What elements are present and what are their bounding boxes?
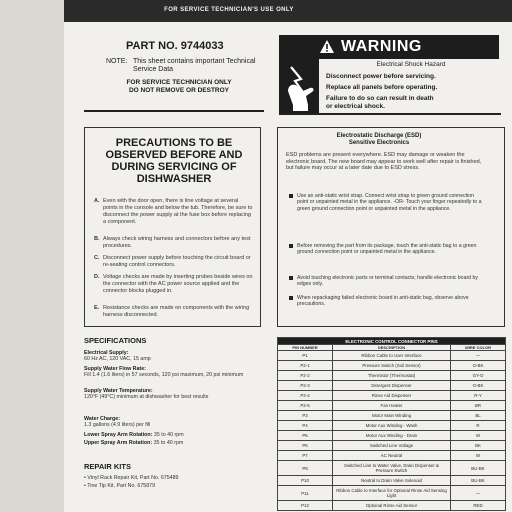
pin-cell: P6 (278, 441, 333, 451)
column-header: DESCRIPTION (333, 345, 451, 351)
note-text: This sheet contains important Technical Service Data (133, 58, 256, 73)
precaution-text: Always check wiring harness and connectors before any test procedures. (103, 236, 251, 249)
top-banner (64, 0, 512, 22)
warning-line: Failure to do so can result in death (326, 95, 434, 102)
wire-color-cell: O-BK (451, 381, 506, 391)
note-label: NOTE: (106, 58, 128, 65)
spec-label: Supply Water Temperature: (84, 388, 153, 394)
wire-color-cell: R-Y (451, 391, 506, 401)
table-title: ELECTRONIC CONTROL CONNECTOR PINS (278, 338, 506, 345)
pin-cell: P4 (278, 421, 333, 431)
description-cell: Ribbon Cable to Interface for Optional Rinse Aid Sensing Light (333, 486, 451, 501)
precaution-letter: A. (94, 198, 100, 204)
pin-cell: P2-4 (278, 391, 333, 401)
repair-kit-text: Vinyl Rack Repair Kit, Part No. 675489 (87, 475, 179, 481)
repair-kit-item: • Vinyl Rack Repair Kit, Part No. 675489 (84, 475, 179, 481)
warning-line: Disconnect power before servicing. (326, 73, 436, 80)
description-cell: Ribbon Cable to User Interface (333, 351, 451, 361)
esd-intro: ESD problems are present everywhere. ESD may damage or weaken the electronic board. The new board may appear to work well after repair is finished, but failure may occur at a later date due to ESD stress. (286, 152, 482, 172)
table-row (278, 451, 506, 461)
pin-cell: P3 (278, 411, 333, 421)
pin-cell: P2-3 (278, 381, 333, 391)
esd-bullet-text: Avoid touching electronic parts or terminal contacts; handle electronic board by edges only. (297, 275, 478, 288)
description-cell: Detergent Dispenser (333, 381, 451, 391)
wire-color-cell: R (451, 421, 506, 431)
wire-color-cell: W (451, 451, 506, 461)
precaution-letter: E. (94, 305, 100, 311)
wire-color-cell: BR (451, 401, 506, 411)
spec-item (84, 366, 264, 378)
tech-sheet (64, 0, 512, 512)
pin-cell: P5 (278, 431, 333, 441)
pin-cell: P7 (278, 451, 333, 461)
precaution-letter: C. (94, 255, 100, 261)
description-cell: Fan Heater (333, 401, 451, 411)
spec-value: 1.3 gallons (4.9 liters) per fill (84, 422, 151, 429)
precautions-title-line: DURING SERVICING OF (111, 161, 237, 173)
table-row (278, 486, 506, 501)
repair-kit-text: Tine Tip Kit, Part No. 675879 (87, 483, 156, 489)
repair-kit-item: • Tine Tip Kit, Part No. 675879 (84, 483, 156, 489)
bullet-icon (289, 296, 293, 300)
description-cell: Motor Aux Winding - Wash (333, 421, 451, 431)
table-row (278, 371, 506, 381)
esd-bullet-text: Use an anti-static wrist strap. Connect wrist strap to green ground connection point or unpainted metal in the appliance. -OR- Touch your finger repeatedly to a green ground connection point or unpainted metal in the appliance. (297, 193, 482, 212)
spec-value: Fill 1.4 (1.6 liters) in 57 seconds, 120 psi maximum, 20 psi minimum (84, 372, 244, 379)
divider (84, 110, 264, 112)
wire-color-cell: W (451, 431, 506, 441)
wire-color-cell: — (451, 486, 506, 501)
connector-pins-table (277, 337, 506, 511)
pin-cell: P12 (278, 501, 333, 511)
table-row (278, 361, 506, 371)
esd-bullet-text: When repackaging failed electronic board in anti-static bag, observe above precautions. (297, 295, 469, 308)
shock-hazard-icon (279, 59, 319, 113)
for-service-notice (104, 79, 254, 95)
spec-label: Upper Spray Arm Rotation: (84, 440, 153, 446)
table-title-row (278, 338, 506, 345)
for-service-line1: FOR SERVICE TECHNICIAN ONLY (126, 79, 232, 86)
precaution-letter: D. (94, 274, 100, 280)
esd-title-line: Sensitive Electronics (348, 140, 410, 146)
wire-color-cell: GY-O (451, 371, 506, 381)
repair-kits-heading: REPAIR KITS (84, 462, 131, 471)
table-row (278, 401, 506, 411)
precautions-title-line: OBSERVED BEFORE AND (105, 149, 243, 161)
pin-cell: P2-1 (278, 361, 333, 371)
spec-item (84, 416, 264, 428)
table-row (278, 411, 506, 421)
description-cell: Switched Line Voltage (333, 441, 451, 451)
spec-item (84, 388, 264, 400)
spec-label: Water Charge: (84, 416, 121, 422)
precautions-title (104, 137, 244, 185)
precaution-text: Disconnect power supply before touching the circuit board or re-seating control connectors. (103, 255, 251, 268)
spec-value: 120°F (49°C) minimum at dishwasher for best results (84, 394, 209, 401)
column-header: WIRE COLOR (451, 345, 506, 351)
table-row (278, 421, 506, 431)
description-cell: Optional Rinse Aid Sensor (333, 501, 451, 511)
bullet-icon (289, 276, 293, 280)
pin-cell: P2-2 (278, 371, 333, 381)
table-row (278, 381, 506, 391)
spec-value: 35 to 40 rpm (153, 432, 184, 438)
precaution-letter: B. (94, 236, 100, 242)
precautions-title-line: PRECAUTIONS TO BE (115, 137, 233, 149)
warning-line: Replace all panels before operating. (326, 84, 438, 91)
specifications-heading: SPECIFICATIONS (84, 336, 147, 345)
wire-color-cell: BU-BK (451, 476, 506, 486)
table-header-row (278, 345, 506, 351)
description-cell: Motor Aux Winding - Drain (333, 431, 451, 441)
wire-color-cell: — (451, 351, 506, 361)
description-cell: Thermistor (Thermostat) (333, 371, 451, 381)
precaution-text: Voltage checks are made by inserting probes beside wires on the connector with the AC power source applied and the connector blocks plugged in. (103, 274, 253, 294)
spec-item (84, 440, 264, 446)
top-banner-text: FOR SERVICE TECHNICIAN'S USE ONLY (164, 7, 294, 13)
for-service-line2: DO NOT REMOVE OR DESTROY (128, 87, 230, 94)
warning-line: or electrical shock. (326, 103, 385, 110)
spec-value: 60 Hz AC, 120 VAC, 15 amp (84, 356, 151, 363)
wire-color-cell: O-BK (451, 361, 506, 371)
column-header: PIN NUMBER (278, 345, 333, 351)
wire-color-cell: BK (451, 441, 506, 451)
warning-subtitle: Electrical Shock Hazard (376, 61, 446, 68)
warning-header (279, 35, 499, 59)
table-row (278, 501, 506, 511)
spec-item (84, 432, 264, 438)
description-cell: AC Neutral (333, 451, 451, 461)
description-cell: Pressure Switch (Soil Sensor) (333, 361, 451, 371)
wire-color-cell: RED (451, 501, 506, 511)
description-cell: Neutral to Drain Valve Solenoid (333, 476, 451, 486)
precaution-text: Even with the door open, there is line voltage at several points in the console and below the tub. Therefore, be sure to disconnect the power supply at the fuse box before replacing a component. (103, 198, 253, 225)
pin-cell: P1 (278, 351, 333, 361)
esd-bullet-text: Before removing the part from its package, touch the anti-static bag to a green ground connection point or unpainted metal in the appliance. (297, 243, 477, 256)
table-row (278, 461, 506, 476)
pin-cell: P2-5 (278, 401, 333, 411)
warning-title: WARNING (341, 38, 422, 55)
description-cell: Switched Line to Water Valve, Drain Dispenser & Pressure Switch (333, 461, 451, 476)
pin-cell: P10 (278, 476, 333, 486)
part-number: PART NO. 9744033 (126, 40, 224, 52)
pin-cell: P11 (278, 486, 333, 501)
spec-label: Lower Spray Arm Rotation: (84, 432, 153, 438)
bullet-icon (289, 194, 293, 198)
description-cell: Motor Main Winding (333, 411, 451, 421)
pin-cell: P8 (278, 461, 333, 476)
spec-value: 35 to 40 rpm (153, 440, 184, 446)
divider (279, 113, 501, 115)
precautions-title-line: DISHWASHER (136, 173, 212, 185)
bullet-icon (289, 244, 293, 248)
table-row (278, 431, 506, 441)
description-cell: Rinse Aid Dispenser (333, 391, 451, 401)
esd-title-line: Electrostatic Discharge (ESD) (336, 133, 422, 139)
spec-label: Supply Water Flow Rate: (84, 366, 146, 372)
esd-title (289, 133, 469, 147)
wire-color-cell: BL (451, 411, 506, 421)
table-row (278, 351, 506, 361)
wire-color-cell: BU-BK (451, 461, 506, 476)
table-row (278, 391, 506, 401)
spec-label: Electrical Supply: (84, 350, 129, 356)
table-row (278, 441, 506, 451)
table-row (278, 476, 506, 486)
warning-triangle-icon (319, 39, 335, 54)
spec-item (84, 350, 264, 362)
precaution-text: Resistance checks are made on components with the wiring harness disconnected. (103, 305, 250, 318)
